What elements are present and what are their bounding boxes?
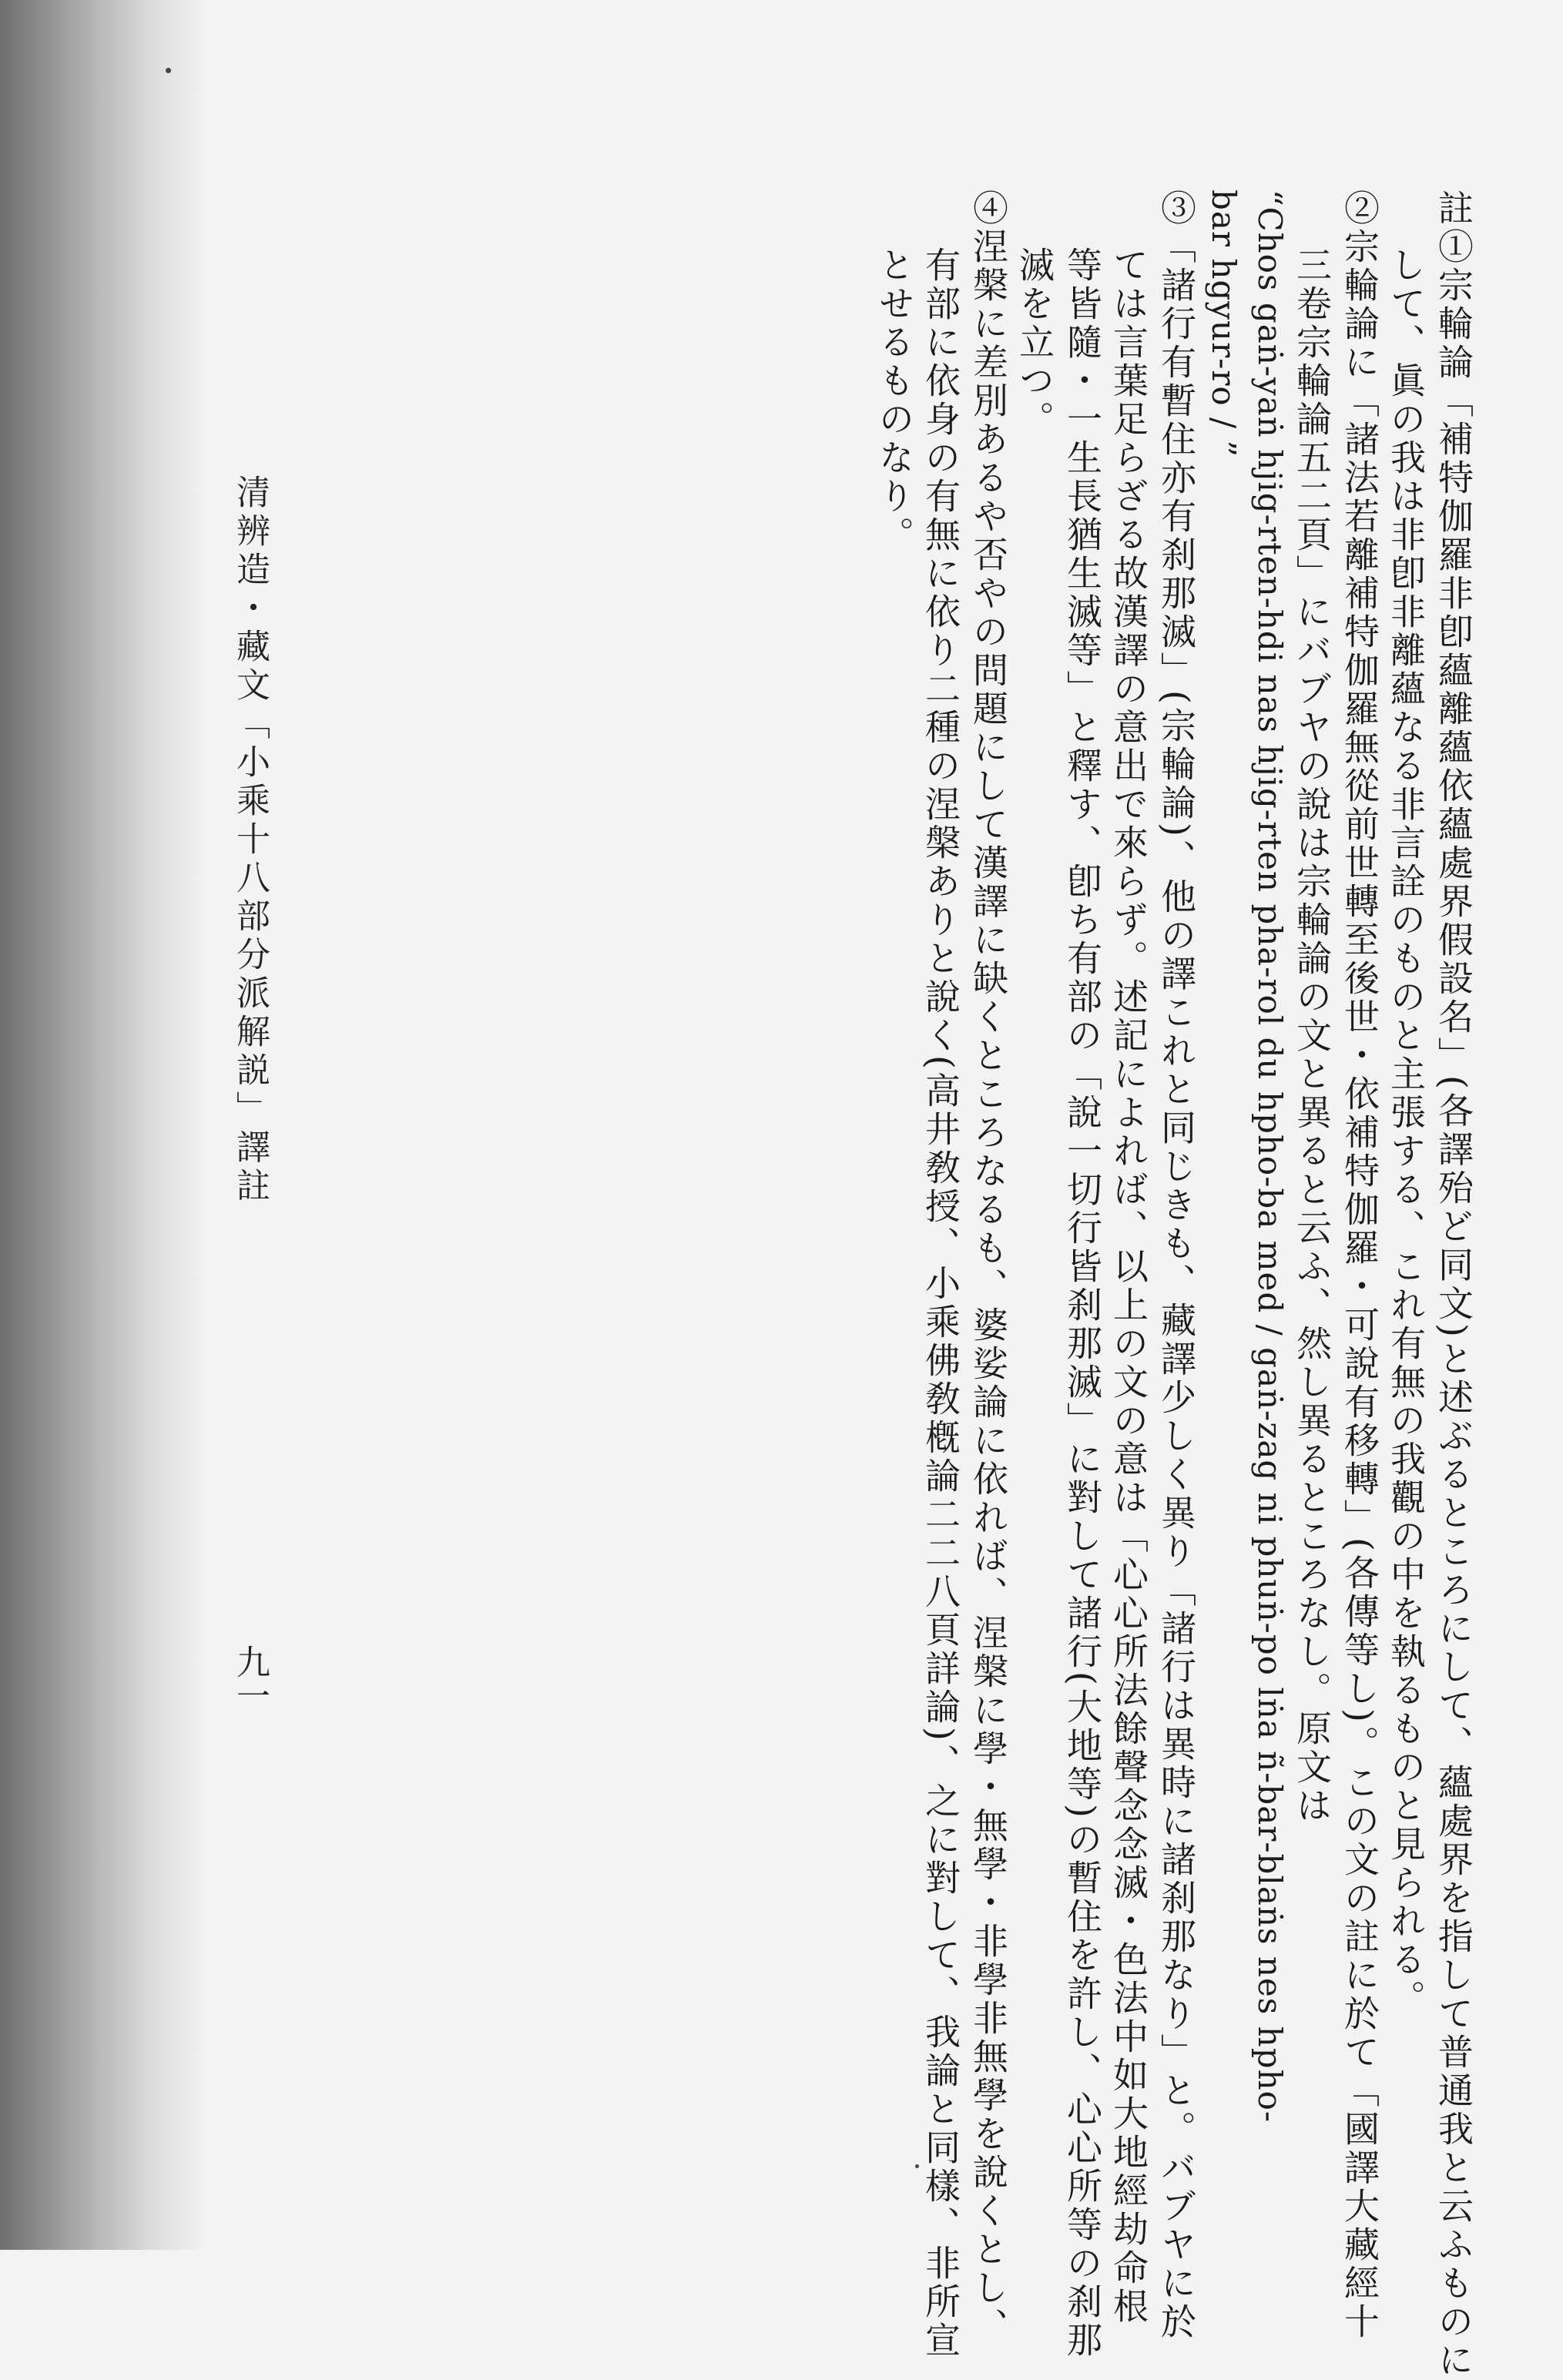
note-line: 等皆隨・一生長猶生滅等」と釋す、卽ち有部の「說一切行皆刹那滅」に對して諸行(大地等)の暫住を許し、心心所等の刹那 xyxy=(1062,246,1103,2360)
note-line: ③「諸行有暫住亦有刹那滅」(宗輪論)、他の譯これと同じきも、藏譯少しく異り「諸行は異時に諸刹那なり」と。バブヤに於 xyxy=(1155,189,1197,2341)
note-line: して、眞の我は非卽非離蘊なる非言詮のものと主張する、これ有無の我觀の中を執るものと見られる。 xyxy=(1385,246,1427,2018)
page-number: 九一 xyxy=(230,1644,270,1712)
note-line: ては言葉足らざる故漢譯の意出で來らず。述記によれば、以上の文の意は「心心所法餘聲念念滅・色法中如大地經劫命根 xyxy=(1108,246,1149,2326)
note-line-romanized: bar hgyur-ro / ” xyxy=(1205,189,1243,458)
note-line: 三卷宗輪論五二頁」にバブヤの說は宗輪論の文と異ると云ふ、然し異るところなし。原文は xyxy=(1291,246,1333,1825)
note-line: 註①宗輪論「補特伽羅非卽蘊離蘊依蘊處界假設名」(各譯殆ど同文)と述ぶるところにして、蘊處界を指して普通我と云ふものに xyxy=(1433,189,1474,2380)
note-line: ②宗輪論に「諸法若離補特伽羅無從前世轉至後世・依補特伽羅・可說有移轉」(各傳等し)。この文の註に於て「國譯大藏經十 xyxy=(1339,189,1380,2341)
scan-speck xyxy=(915,2164,919,2168)
note-line: 滅を立つ。 xyxy=(1014,246,1055,439)
note-line: 有部に依身の有無に依り二種の涅槃ありと說く(高井敎授、小乘佛敎槪論二二八頁詳論)、之に對して、我論と同樣、非所宣 xyxy=(920,246,961,2360)
scan-speck xyxy=(166,68,171,73)
running-header: 清辨造・藏文「小乘十八部分派解説」譯註 xyxy=(230,474,270,1206)
note-line: とせるものなり。 xyxy=(874,246,915,555)
scan-shadow xyxy=(0,0,208,2250)
note-line-romanized: “Chos gaṅ-yaṅ hjig-rten-hdi nas hjig-rten pha-rol du hpho-ba med / gaṅ-zag ni phuṅ-po lṅa ñ-bar-blaṅs nes hpho- xyxy=(1251,189,1289,2124)
note-line: ④涅槃に差別あるや否やの問題にして漢譯に缺くところなるも、婆娑論に依れば、涅槃に學・無學・非學非無學を說くとし、 xyxy=(968,189,1009,2346)
